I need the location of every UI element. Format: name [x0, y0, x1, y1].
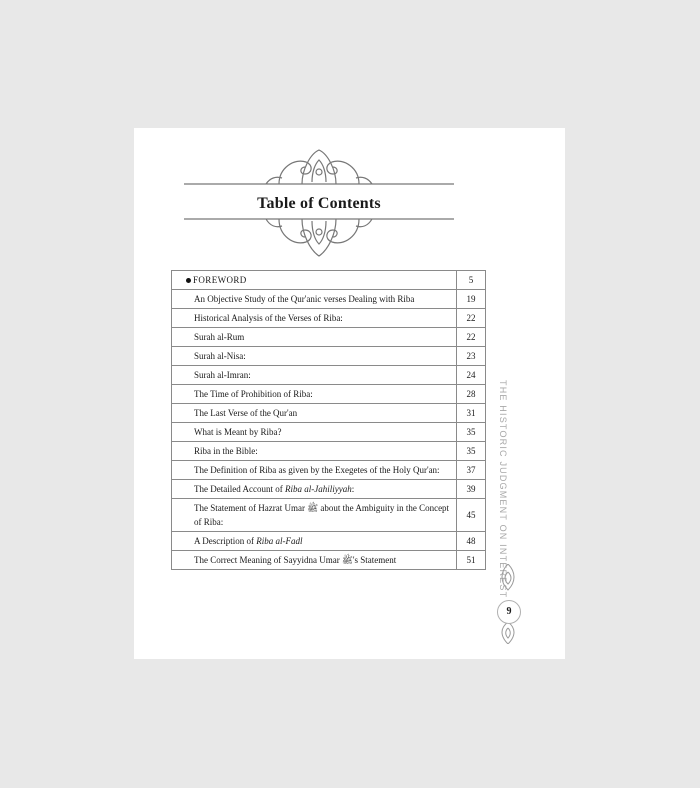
bottom-ornament — [184, 216, 454, 264]
toc-row[interactable] — [172, 347, 486, 366]
top-ornament — [184, 144, 454, 188]
toc-page: 35 — [457, 423, 486, 442]
toc-entry: The Statement of Hazrat Umar ﷺ about the Ambiguity in the Concept of Riba: — [172, 499, 457, 532]
toc-row[interactable] — [172, 551, 486, 570]
toc-entry: Surah al-Imran: — [172, 366, 457, 385]
toc-entry: FOREWORD — [172, 271, 457, 290]
toc-entry: The Correct Meaning of Sayyidna Umar ﷺ's Statement — [172, 551, 457, 570]
toc-page: 22 — [457, 328, 486, 347]
toc-page: 22 — [457, 309, 486, 328]
toc-row[interactable] — [172, 480, 486, 499]
toc-entry: What is Meant by Riba? — [172, 423, 457, 442]
toc-entry: Riba in the Bible: — [172, 442, 457, 461]
toc-entry: Historical Analysis of the Verses of Riba: — [172, 309, 457, 328]
toc-row[interactable] — [172, 290, 486, 309]
toc-entry: The Time of Prohibition of Riba: — [172, 385, 457, 404]
toc-page: 19 — [457, 290, 486, 309]
page-number: 9 — [497, 600, 521, 624]
toc-entry: An Objective Study of the Qur'anic verses Dealing with Riba — [172, 290, 457, 309]
toc-row[interactable] — [172, 442, 486, 461]
page-title: Table of Contents — [257, 195, 381, 212]
toc-row[interactable] — [172, 423, 486, 442]
toc-page: 35 — [457, 442, 486, 461]
toc-page: 37 — [457, 461, 486, 480]
toc-row[interactable] — [172, 328, 486, 347]
toc-page: 23 — [457, 347, 486, 366]
toc-row[interactable] — [172, 271, 486, 290]
bullet-icon — [186, 278, 191, 283]
toc-entry: A Description of Riba al-Fadl — [172, 532, 457, 551]
toc-row[interactable] — [172, 461, 486, 480]
toc-page: 48 — [457, 532, 486, 551]
toc-entry: The Last Verse of the Qur'an — [172, 404, 457, 423]
toc-page: 39 — [457, 480, 486, 499]
toc-page: 31 — [457, 404, 486, 423]
toc-entry: Surah al-Nisa: — [172, 347, 457, 366]
toc-page: 51 — [457, 551, 486, 570]
toc-page: 28 — [457, 385, 486, 404]
toc-entry: The Detailed Account of Riba al-Jahiliyyah: — [172, 480, 457, 499]
toc-row[interactable] — [172, 366, 486, 385]
toc-entry: Surah al-Rum — [172, 328, 457, 347]
toc-page: 5 — [457, 271, 486, 290]
toc-entry: The Definition of Riba as given by the Exegetes of the Holy Qur'an: — [172, 461, 457, 480]
running-title: THE HISTORIC JUDGMENT ON INTEREST — [498, 380, 508, 599]
toc-row[interactable] — [172, 499, 486, 532]
book-page — [134, 128, 565, 659]
toc-table — [171, 270, 486, 570]
toc-row[interactable] — [172, 404, 486, 423]
toc-row[interactable] — [172, 309, 486, 328]
toc-row[interactable] — [172, 532, 486, 551]
toc-page: 24 — [457, 366, 486, 385]
toc-row[interactable] — [172, 385, 486, 404]
toc-page: 45 — [457, 499, 486, 532]
